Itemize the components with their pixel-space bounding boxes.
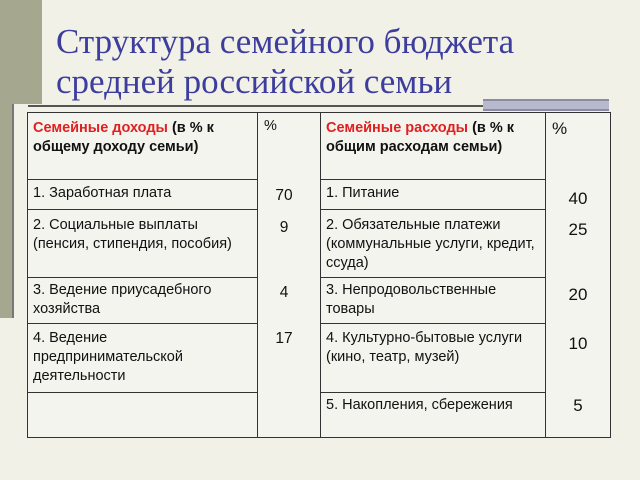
expense-row-label: 4. Культурно-бытовые услуги (кино, театр, музей) [326,330,523,365]
income-row-label: 3. Ведение приусадебного хозяйства [33,282,212,317]
income-header [33,119,253,157]
income-row-label: 1. Заработная плата [33,185,172,201]
expenses-header-red: Семейные расходы [326,120,469,136]
expense-row-value: 40 [568,189,588,208]
row-divider [320,277,545,278]
row-divider [28,323,257,324]
expense-row-label: 5. Накопления, сбережения [326,397,513,413]
row-divider [28,209,257,210]
expense-row-value: 25 [568,220,588,239]
income-row-label: 4. Ведение предпринимательской деятельности [33,330,183,384]
decor-side-line [12,104,14,318]
budget-table [27,112,611,438]
income-row-value: 4 [279,284,289,301]
income-row-value: 9 [279,219,289,236]
title-line-2: средней российской семьи [56,62,453,101]
row-divider [28,179,257,180]
income-header-red: Семейные доходы [33,120,168,136]
decor-side-bar-lower [0,104,12,318]
row-divider [28,277,257,278]
income-row-value: 70 [275,187,293,204]
expenses-header-rest: (в % к общим расходам семьи) [326,120,515,155]
slide-title [56,22,616,102]
expense-row-value: 10 [568,334,588,353]
row-divider [28,392,257,393]
decor-side-bar [0,0,42,104]
expense-row-value: 5 [573,396,583,415]
expense-row-label: 3. Непродовольственные товары [326,282,497,317]
expenses-header [326,119,540,157]
title-underline [28,105,483,107]
income-header-rest: (в % к общему доходу семьи) [33,120,214,155]
col-divider [257,113,258,437]
expenses-percent-header: % [552,119,568,138]
row-divider [320,209,545,210]
expense-row-label: 2. Обязательные платежи (коммунальные услуги, кредит, ссуда) [326,217,535,271]
row-divider [320,323,545,324]
col-divider [545,113,546,437]
income-row-value: 17 [275,330,293,347]
col-divider [320,113,321,437]
income-row-label: 2. Социальные выплаты (пенсия, стипендия, пособия) [33,217,232,252]
title-underline-block [483,99,609,111]
expense-row-label: 1. Питание [326,185,400,201]
row-divider [320,179,545,180]
row-divider [320,392,545,393]
income-percent-header: % [264,118,277,134]
expense-row-value: 20 [568,285,588,304]
title-line-1: Структура семейного бюджета [56,22,515,61]
